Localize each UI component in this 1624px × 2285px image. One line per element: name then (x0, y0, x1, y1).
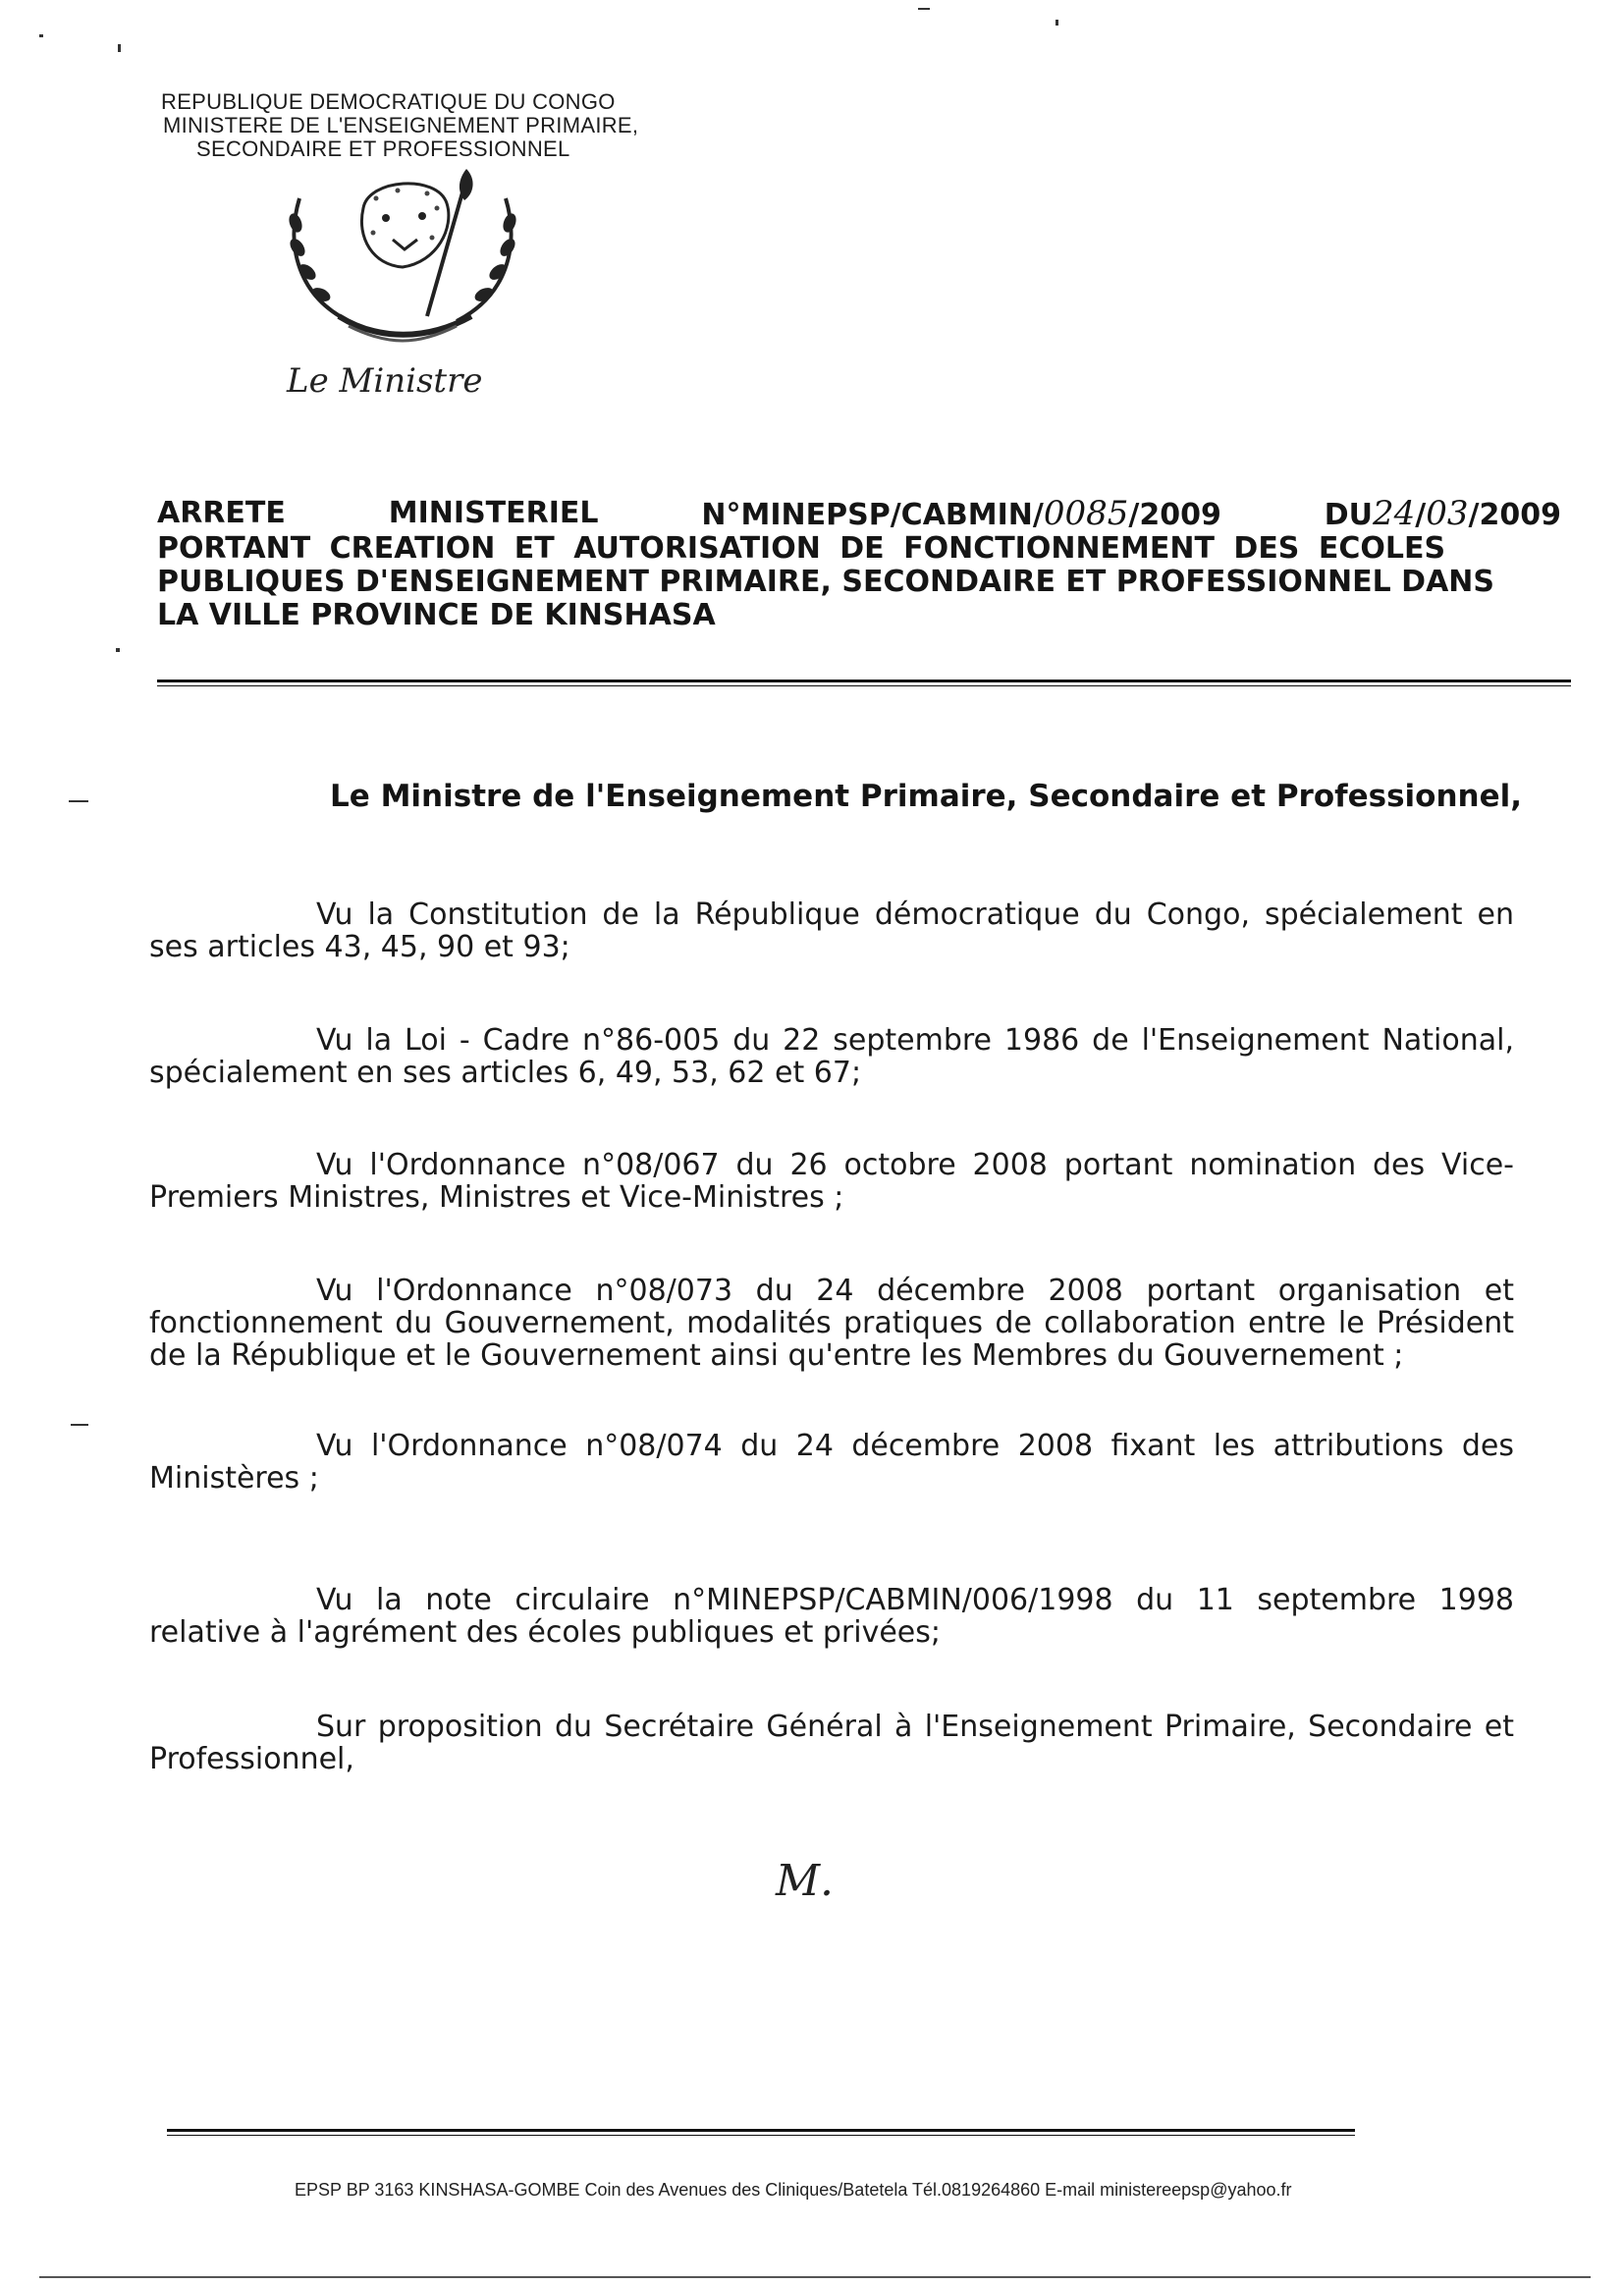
letterhead-ministry-cont: SECONDAIRE ET PROFESSIONNEL (196, 136, 570, 161)
footer-contact: EPSP BP 3163 KINSHASA-GOMBE Coin des Avenues des Cliniques/Batetela Tél.0819264860 E-mail ministereepsp@yahoo.fr (295, 2180, 1292, 2200)
scan-speck (1056, 20, 1058, 26)
scan-speck (116, 648, 120, 652)
letterhead-ministry: MINISTERE DE L'ENSEIGNEMENT PRIMAIRE, (163, 113, 639, 137)
handwritten-initials: M. (776, 1856, 835, 1906)
decree-title (157, 494, 1561, 632)
scan-speck (69, 800, 88, 802)
paragraph-constitution: Vu la Constitution de la République démocratique du Congo, spécialement en ses articles 43, 45, 90 et 93; (149, 898, 1514, 964)
page-bottom-edge (39, 2276, 1591, 2278)
preamble-heading: Le Ministre de l'Enseignement Primaire, Secondaire et Professionnel, (330, 779, 1523, 814)
decree-title-line-3 (157, 566, 1561, 599)
decree-date-year: /2009 (1468, 498, 1561, 532)
paragraph-ordonnance-067: Vu l'Ordonnance n°08/067 du 26 octobre 2008 portant nomination des Vice-Premiers Ministres, Ministres et Vice-Ministres ; (149, 1148, 1514, 1215)
decree-reference (701, 494, 1221, 533)
decree-month-handwritten: 03 (1426, 494, 1469, 533)
title-rule (157, 680, 1571, 682)
decree-title-line-2 (157, 532, 1561, 566)
minister-title-script: Le Ministre (287, 361, 483, 401)
scan-speck (39, 34, 43, 37)
scan-speck (918, 8, 930, 10)
decree-word-ministeriel: MINISTERIEL (388, 496, 599, 530)
paragraph-ordonnance-073: Vu l'Ordonnance n°08/073 du 24 décembre 2008 portant organisation et fonctionnement du Gouvernement, modalités pratiques de collaboration entre le Président de la République et le Gouvernement ainsi qu'entre les Membres du Gouvernement ; (149, 1274, 1514, 1373)
decree-title-line-4: LA VILLE PROVINCE DE KINSHASA (157, 598, 716, 632)
footer-rule-thin (167, 2135, 1355, 2136)
decree-reference-prefix: N°MINEPSP/CABMIN/ (701, 498, 1044, 532)
coat-of-arms-emblem (280, 169, 525, 355)
decree-title-text-2: PORTANT CREATION ET AUTORISATION DE FONCTIONNEMENT DES ECOLES (157, 531, 1446, 566)
footer-rule (167, 2129, 1355, 2132)
title-rule-thin (157, 685, 1571, 686)
paragraph-note-circulaire: Vu la note circulaire n°MINEPSP/CABMIN/006/1998 du 11 septembre 1998 relative à l'agrément des écoles publiques et privées; (149, 1583, 1514, 1650)
letterhead (157, 90, 638, 161)
decree-number-handwritten: 0085 (1043, 494, 1129, 533)
decree-title-line-1 (157, 494, 1561, 533)
paragraph-ordonnance-074: Vu l'Ordonnance n°08/074 du 24 décembre 2008 fixant les attributions des Ministères ; (149, 1429, 1514, 1496)
decree-reference-year: /2009 (1128, 498, 1221, 532)
decree-word-arrete: ARRETE (157, 496, 286, 530)
decree-date: DU24/03/2009 (1324, 494, 1561, 533)
decree-title-text-3: PUBLIQUES D'ENSEIGNEMENT PRIMAIRE, SECONDAIRE ET PROFESSIONNEL DANS (157, 565, 1495, 599)
paragraph-proposition: Sur proposition du Secrétaire Général à l'Enseignement Primaire, Secondaire et Professionnel, (149, 1710, 1514, 1776)
scan-speck (118, 44, 121, 52)
scan-speck (71, 1424, 88, 1426)
decree-day-handwritten: 24 (1373, 494, 1416, 533)
decree-date-prefix: DU (1324, 498, 1374, 532)
paragraph-loi-cadre: Vu la Loi - Cadre n°86-005 du 22 septembre 1986 de l'Enseignement National, spécialement en ses articles 6, 49, 53, 62 et 67; (149, 1023, 1514, 1090)
letterhead-country: REPUBLIQUE DEMOCRATIQUE DU CONGO (161, 89, 616, 114)
